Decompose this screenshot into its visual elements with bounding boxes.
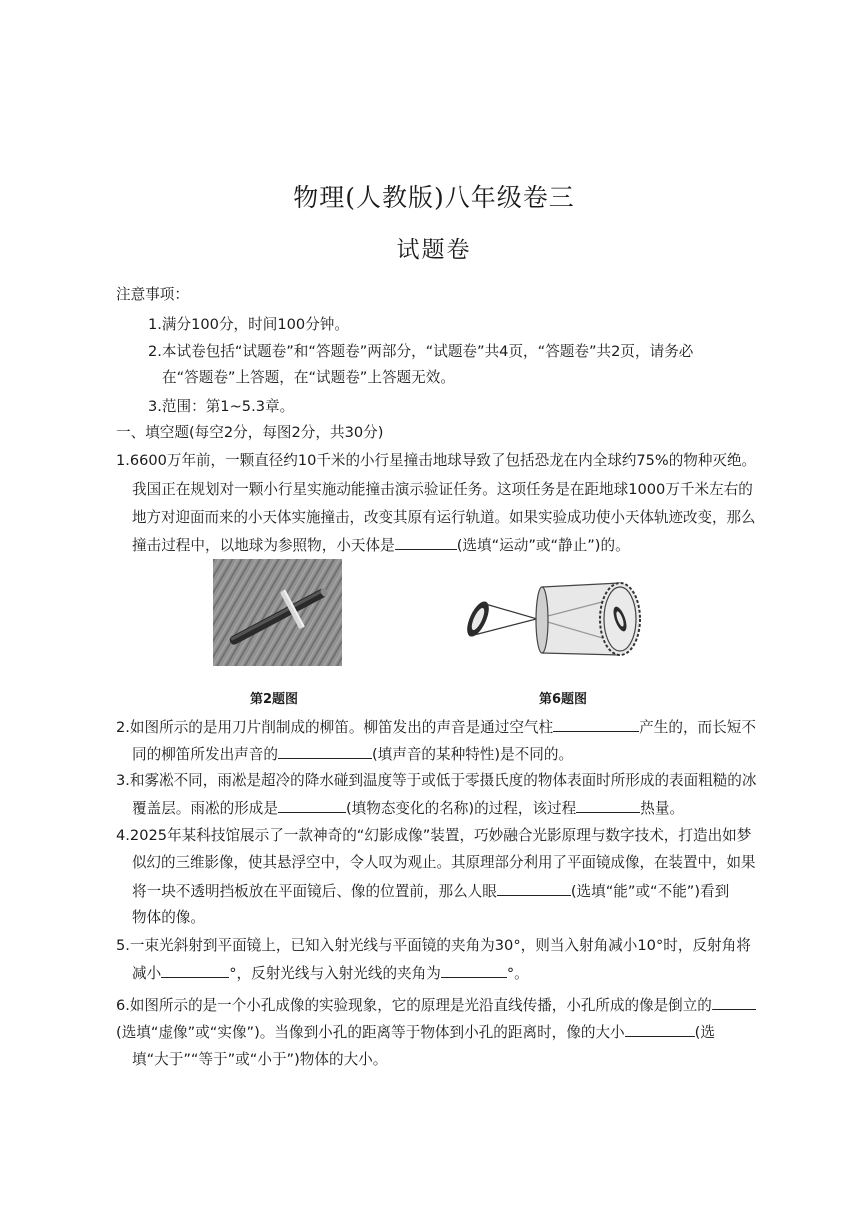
page-title: 物理(人教版)八年级卷三 <box>293 183 575 212</box>
q2-answer-blank-2[interactable] <box>278 744 372 759</box>
q5-line2-text-a: 减小 <box>132 965 162 982</box>
q2-line1-text-a: 2.如图所示的是用刀片削制成的柳笛。柳笛发出的声音是通过空气柱 <box>116 719 554 736</box>
q4-line2: 似幻的三维影像，使其悬浮空中，令人叹为观止。其原理部分利用了平面镜成像，在装置中，如果 <box>132 854 756 871</box>
q5-answer-blank-2[interactable] <box>441 963 507 978</box>
q5-line2 <box>132 963 529 984</box>
q2-line2 <box>132 744 573 765</box>
q5-line2-text-c: °。 <box>506 965 529 982</box>
q3-line2-text-a: 覆盖层。雨凇的形成是 <box>132 800 278 817</box>
willow-whistle-photo <box>213 559 342 666</box>
q4-line1: 4.2025年某科技馆展示了一款神奇的“幻影成像”装置，巧妙融合光影原理与数字技术，打造出如梦 <box>116 827 752 844</box>
figure-2-caption: 第2题图 <box>249 692 299 707</box>
q1-line4-text-b: (选填“运动”或“静止”)的。 <box>456 537 630 554</box>
q4-answer-blank[interactable] <box>497 881 571 896</box>
q2-line2-text-b: (填声音的某种特性)是不同的。 <box>371 746 574 763</box>
q3-line1: 3.和雾凇不同，雨凇是超冷的降水碰到温度等于或低于零摄氏度的物体表面时所形成的表面粗糙的冰 <box>116 772 757 789</box>
q1-line2: 我国正在规划对一颗小行星实施动能撞击演示验证任务。这项任务是在距地球1000万千米左右的 <box>132 481 753 498</box>
q2-line1 <box>116 717 756 738</box>
q2-line1-text-b: 产生的，而长短不 <box>639 719 756 736</box>
q6-line2 <box>116 1022 715 1043</box>
pinhole-camera-diagram <box>460 573 646 665</box>
q1-line4 <box>132 535 630 556</box>
q3-line2-text-c: 热量。 <box>640 800 685 817</box>
q2-answer-blank-1[interactable] <box>553 717 639 732</box>
notes-item-3: 3.范围：第1~5.3章。 <box>148 398 295 415</box>
q6-line1 <box>116 995 756 1016</box>
notes-item-2-line1: 2.本试卷包括“试题卷”和“答题卷”两部分，“试题卷”共4页，“答题卷”共2页，请务必 <box>148 343 694 360</box>
q5-line2-text-b: °，反射光线与入射光线的夹角为 <box>229 965 441 982</box>
section-heading: 一、填空题(每空2分，每图2分，共30分) <box>116 424 384 441</box>
q5-line1: 5.一束光斜射到平面镜上，已知入射光线与平面镜的夹角为30°，则当入射角减小10°时，反射角将 <box>116 937 751 954</box>
q3-line2-text-b: (填物态变化的名称)的过程，该过程 <box>345 800 577 817</box>
q4-line4: 物体的像。 <box>132 909 205 926</box>
q6-line1-text: 6.如图所示的是一个小孔成像的实验现象，它的原理是光沿直线传播，小孔所成的像是倒立的 <box>116 997 712 1014</box>
q6-line2-text-a: (选填“虚像”或“实像”)。当像到小孔的距离等于物体到小孔的距离时，像的大小 <box>116 1024 625 1041</box>
q1-line1: 1.6600万年前，一颗直径约10千米的小行星撞击地球导致了包括恐龙在内全球约75%的物种灭绝。 <box>116 452 757 469</box>
q4-line3-text-a: 将一块不透明挡板放在平面镜后、像的位置前，那么人眼 <box>132 883 497 900</box>
q2-line2-text-a: 同的柳笛所发出声音的 <box>132 746 278 763</box>
notes-item-2-line2: 在“答题卷”上答题，在“试题卷”上答题无效。 <box>162 369 455 386</box>
q4-line3 <box>132 881 729 902</box>
q3-answer-blank-1[interactable] <box>278 798 346 813</box>
q1-line4-text-a: 撞击过程中，以地球为参照物，小天体是 <box>132 537 395 554</box>
q1-answer-blank[interactable] <box>395 535 457 550</box>
page-subtitle: 试题卷 <box>396 237 472 263</box>
q1-line3: 地方对迎面而来的小天体实施撞击，改变其原有运行轨道。如果实验成功使小天体轨迹改变，那么 <box>132 509 756 526</box>
notes-item-1: 1.满分100分，时间100分钟。 <box>148 316 349 333</box>
q4-line3-text-b: (选填“能”或“不能”)看到 <box>570 883 730 900</box>
q3-answer-blank-2[interactable] <box>576 798 640 813</box>
q6-line2-text-b: (选 <box>694 1024 715 1041</box>
q6-line3: 填“大于”“等于”或“小于”)物体的大小。 <box>132 1051 388 1068</box>
notes-heading: 注意事项： <box>116 286 189 303</box>
figure-6-caption: 第6题图 <box>538 692 588 707</box>
q6-answer-blank-2[interactable] <box>625 1022 695 1037</box>
q5-answer-blank-1[interactable] <box>161 963 229 978</box>
q6-answer-blank-1[interactable] <box>712 995 756 1010</box>
q3-line2 <box>132 798 684 819</box>
